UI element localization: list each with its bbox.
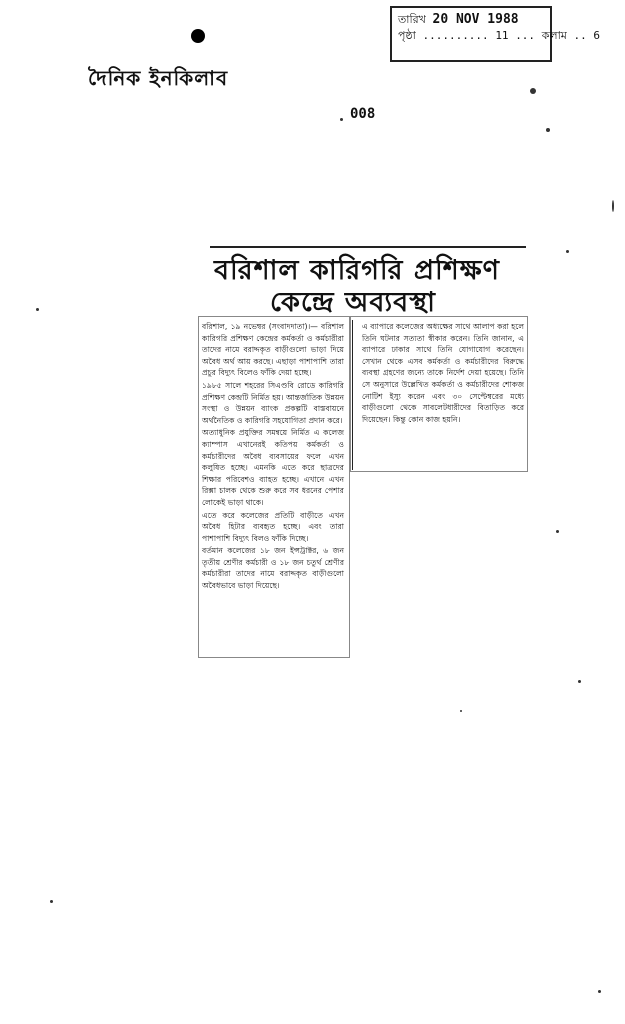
stamp-page-row: পৃষ্ঠা .......... 11 ... কলাম .. 6 [398,29,601,42]
stamp-page-value: 11 [495,29,509,42]
page-number: 008 [350,106,376,122]
stamp-page-label: পৃষ্ঠা [398,29,416,42]
headline-rule [210,246,526,248]
scan-speck [598,990,601,993]
stamp-date-value: 20 NOV 1988 [432,12,519,27]
stamp-date-row [398,12,544,28]
stamp-date-label: তারিখ [398,13,426,26]
scan-speck [566,250,569,253]
article-paragraph: ১৯৮৫ সালে শহরের সিএণ্ডবি রোডে কারিগরি প্রশিক্ষণ কেন্দ্রটি নির্মিত হয়। আন্তর্জাতিক উন্নয়ন সংস্থা ও উন্নয়ন ব্যাংক প্রকল্পটি বাস্তবায়নে অর্থনৈতিক ও কারিগরি সহযোগিতা প্রদান করে। [202,380,344,425]
archive-stamp [390,6,601,62]
article-paragraph: এ ব্যাপারে কলেজের অধ্যক্ষের সাথে আলাপ করা হলে তিনি ঘটনার সত্যতা স্বীকার করেন। তিনি জানান, এ ব্যাপারে ঢাকার সাথে তিনি যোগাযোগ করেছেন। সেখান থেকে এসব কর্মকর্তা ও কর্মচারীদের বিরুদ্ধে ব্যবস্থা গ্রহণের জন্যে তাকে নির্দেশ দেয়া হয়েছে। তিনি সে অনুসারে উল্লেখিত কর্মকর্তা ও কর্মচারীদের শোকজ নোটিশ ইস্যু করেন এবং ৩০ সেপ্টেম্বরের মধ্যে বাড়ীগুলো থেকে সাবলেটধারীদের বিতাড়িত করে দিয়েছেন। কিন্তু কোন কাজ হয়নি। [362,322,524,424]
scan-speck [556,530,559,533]
article-headline-line2: কেন্দ্রে অব্যবস্থা [270,287,436,318]
article-paragraph: বরিশাল, ১৯ নভেম্বর (সংবাদদাতা)।— বরিশাল কারিগরি প্রশিক্ষণ কেন্দ্রের কর্মকর্তা ও কর্মচারীরা তাদের নামে বরাদ্দকৃত বাড়ীগুলো ভাড়া দিয়ে অবৈধ অর্থ আয় করছে। এছাড়া পাশাপাশি তারা প্রচুর বিদ্যুৎ বিলেও ফাঁকি দেয়া হচ্ছে। [202,322,344,378]
scan-speck [50,900,53,903]
scan-speck [530,88,536,94]
column-divider [352,320,353,470]
scan-speck [36,308,39,311]
stamp-column-value: 6 [593,29,601,42]
scan-speck [546,128,550,132]
punch-hole [191,29,205,43]
article-right-column [362,321,524,426]
scan-speck [578,680,581,683]
article-left-column [202,321,344,593]
article-paragraph: অত্যাধুনিক প্রযুক্তির সমন্বয়ে নির্মিত এ কলেজ ক্যাম্পাস এখানেরই কতিপয় কর্মকর্তা ও কর্মচারীদের অবৈধ ব্যবসায়ের ফলে এখন কলুষিত হচ্ছে। এমনকি এতে করে ছাত্রদের শিক্ষার পরিবেশও ব্যাহত হচ্ছে। এখানে এখন রিক্সা চালক থেকে শুরু করে সব ধরনের পেশার লোকেই ভাড়া থাকে। [202,428,344,507]
scan-speck [340,118,343,121]
article-paragraph: বর্তমান কলেজের ১৮ জন ইন্সট্রাক্টর, ৬ জন তৃতীয় শ্রেণীর কর্মচারী ও ১৮ জন চতুর্থ শ্রেণীর কর্মচারীরা তাদের নামে বরাদ্দকৃত বাড়ীগুলো অবৈধভাবে ভাড়া দিয়েছে। [202,546,344,591]
scan-speck [460,710,462,712]
newspaper-masthead: দৈনিক ইনকিলাব [88,66,229,90]
article-paragraph: এতে করে কলেজের প্রতিটি বাড়ীতে এখন অবৈধ হিটার ব্যবহৃত হচ্ছে। এবং তারা পাশাপাশি বিদ্যুৎ বিলও ফাঁকি দিচ্ছে। [202,510,344,543]
article-headline-line1: বরিশাল কারিগরি প্রশিক্ষণ [214,255,500,286]
stamp-column-label: কলাম [541,29,567,42]
scan-speck [612,200,614,212]
